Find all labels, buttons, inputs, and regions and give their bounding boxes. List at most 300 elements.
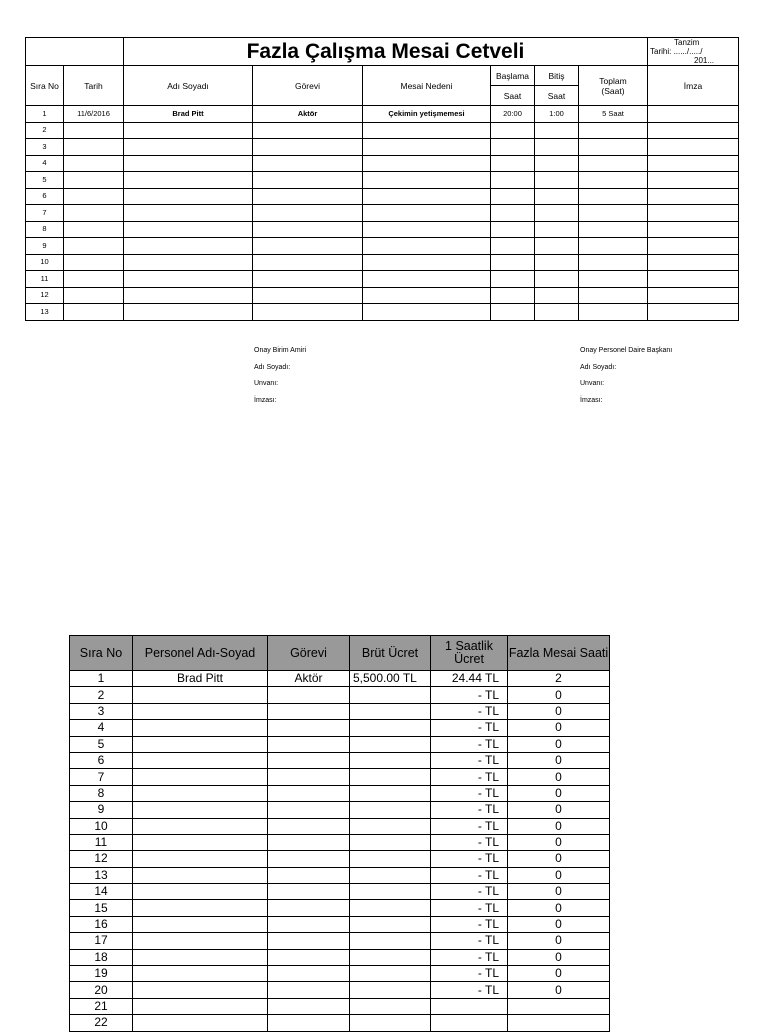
table-row	[70, 966, 610, 982]
cell-sira-no: 13	[26, 304, 64, 321]
cell-bitis	[535, 287, 579, 304]
sig-right-signature-field: İmzası:	[580, 396, 603, 404]
cell-tarih	[64, 304, 124, 321]
pay-cell-brut	[350, 916, 431, 932]
pay-cell-brut	[350, 851, 431, 867]
pay-cell-fazla-mesai: 0	[508, 752, 610, 768]
table-row	[70, 933, 610, 949]
table-row	[70, 867, 610, 883]
pay-cell-personel	[133, 867, 268, 883]
cell-adi-soyadi	[124, 188, 253, 205]
cell-baslama	[491, 122, 535, 139]
pay-cell-brut	[350, 720, 431, 736]
cell-imza	[648, 122, 739, 139]
pay-cell-fazla-mesai: 0	[508, 736, 610, 752]
table-row	[70, 671, 610, 687]
tanzim-label: Tanzim	[674, 38, 700, 47]
cell-toplam	[579, 188, 648, 205]
cell-sira-no: 6	[26, 188, 64, 205]
pay-cell-gorevi	[268, 720, 350, 736]
col-header-tarih: Tarih	[64, 66, 124, 106]
cell-mesai-nedeni	[363, 122, 491, 139]
sig-right-name: Adı Soyadı:	[580, 363, 617, 371]
pay-cell-saatlik: - TL	[431, 720, 508, 736]
col-header-toplam: Toplam (Saat)	[579, 66, 648, 106]
pay-cell-sira-no: 13	[70, 867, 133, 883]
table-row	[26, 205, 739, 222]
cell-mesai-nedeni	[363, 287, 491, 304]
pay-cell-sira-no: 16	[70, 916, 133, 932]
pay-cell-sira-no: 15	[70, 900, 133, 916]
cell-imza	[648, 271, 739, 288]
cell-gorevi	[253, 205, 363, 222]
pay-cell-gorevi	[268, 834, 350, 850]
pay-cell-gorevi	[268, 769, 350, 785]
pay-cell-sira-no: 17	[70, 933, 133, 949]
pay-cell-saatlik	[431, 1015, 508, 1031]
pay-cell-personel	[133, 834, 268, 850]
pay-cell-gorevi	[268, 900, 350, 916]
pay-cell-gorevi	[268, 982, 350, 998]
cell-adi-soyadi	[124, 221, 253, 238]
cell-gorevi	[253, 254, 363, 271]
cell-tarih	[64, 205, 124, 222]
pay-cell-saatlik: - TL	[431, 802, 508, 818]
pay-cell-sira-no: 8	[70, 785, 133, 801]
cell-baslama	[491, 205, 535, 222]
cell-bitis	[535, 254, 579, 271]
sig-right-title: Onay Personel Daire Başkanı	[580, 347, 673, 354]
cell-mesai-nedeni	[363, 271, 491, 288]
cell-adi-soyadi	[124, 139, 253, 156]
cell-imza	[648, 221, 739, 238]
cell-imza	[648, 304, 739, 321]
pay-cell-gorevi	[268, 933, 350, 949]
cell-tarih	[64, 238, 124, 255]
pay-cell-sira-no: 22	[70, 1015, 133, 1031]
table-row	[70, 752, 610, 768]
col-header-imza: İmza	[648, 66, 739, 106]
cell-bitis	[535, 139, 579, 156]
pay-header-personel: Personel Adı-Soyad	[133, 636, 268, 671]
pay-cell-saatlik: - TL	[431, 736, 508, 752]
table-row	[26, 106, 739, 123]
cell-gorevi	[253, 271, 363, 288]
cell-adi-soyadi: Brad Pitt	[124, 106, 253, 123]
col-header-sira-no: Sıra No	[26, 66, 64, 106]
pay-header-sira-no: Sıra No	[70, 636, 133, 671]
cell-bitis: 1:00	[535, 106, 579, 123]
pay-cell-gorevi	[268, 916, 350, 932]
col-header-baslama: Başlama	[491, 66, 535, 86]
pay-cell-brut	[350, 982, 431, 998]
sig-right-title-field: Unvanı:	[580, 380, 605, 387]
pay-cell-personel	[133, 687, 268, 703]
pay-cell-gorevi	[268, 966, 350, 982]
cell-sira-no: 10	[26, 254, 64, 271]
cell-baslama	[491, 254, 535, 271]
cell-sira-no: 1	[26, 106, 64, 123]
pay-cell-brut	[350, 867, 431, 883]
pay-cell-gorevi	[268, 752, 350, 768]
cell-baslama	[491, 188, 535, 205]
pay-header-fazla-mesai: Fazla Mesai Saati	[508, 636, 610, 671]
cell-gorevi	[253, 304, 363, 321]
cell-sira-no: 2	[26, 122, 64, 139]
table-row	[70, 949, 610, 965]
table-row	[70, 900, 610, 916]
pay-cell-saatlik: - TL	[431, 949, 508, 965]
col-header-baslama-saat: Saat	[491, 86, 535, 106]
pay-cell-saatlik: - TL	[431, 687, 508, 703]
cell-mesai-nedeni	[363, 139, 491, 156]
pay-cell-brut	[350, 785, 431, 801]
pay-cell-gorevi	[268, 884, 350, 900]
col-header-adi-soyadi: Adı Soyadı	[124, 66, 253, 106]
pay-cell-sira-no: 14	[70, 884, 133, 900]
pay-cell-gorevi	[268, 1015, 350, 1031]
table-row	[70, 802, 610, 818]
table-row	[70, 834, 610, 850]
cell-imza	[648, 139, 739, 156]
cell-baslama	[491, 155, 535, 172]
pay-cell-personel	[133, 736, 268, 752]
cell-gorevi	[253, 122, 363, 139]
cell-imza	[648, 106, 739, 123]
table-row	[70, 736, 610, 752]
pay-cell-saatlik: - TL	[431, 752, 508, 768]
overtime-schedule-table	[25, 37, 739, 321]
cell-bitis	[535, 238, 579, 255]
cell-sira-no: 11	[26, 271, 64, 288]
pay-cell-gorevi	[268, 802, 350, 818]
pay-cell-sira-no: 3	[70, 703, 133, 719]
cell-bitis	[535, 188, 579, 205]
table-row	[26, 254, 739, 271]
pay-cell-saatlik: - TL	[431, 769, 508, 785]
pay-cell-fazla-mesai: 2	[508, 671, 610, 687]
table-row	[70, 1015, 610, 1031]
cell-adi-soyadi	[124, 122, 253, 139]
pay-cell-sira-no: 7	[70, 769, 133, 785]
pay-cell-fazla-mesai: 0	[508, 916, 610, 932]
cell-toplam	[579, 205, 648, 222]
pay-cell-fazla-mesai	[508, 1015, 610, 1031]
pay-cell-brut: 5,500.00 TL	[350, 671, 431, 687]
cell-imza	[648, 155, 739, 172]
pay-cell-brut	[350, 752, 431, 768]
pay-cell-fazla-mesai: 0	[508, 949, 610, 965]
cell-toplam	[579, 304, 648, 321]
table-row	[70, 720, 610, 736]
pay-cell-brut	[350, 998, 431, 1014]
overtime-pay-table	[69, 635, 610, 1032]
cell-bitis	[535, 221, 579, 238]
pay-cell-personel	[133, 1015, 268, 1031]
table-row	[70, 998, 610, 1014]
cell-adi-soyadi	[124, 238, 253, 255]
pay-cell-sira-no: 9	[70, 802, 133, 818]
cell-baslama	[491, 287, 535, 304]
pay-cell-saatlik: - TL	[431, 966, 508, 982]
table-row	[26, 271, 739, 288]
cell-baslama	[491, 238, 535, 255]
pay-cell-brut	[350, 1015, 431, 1031]
cell-toplam	[579, 139, 648, 156]
table-row	[70, 982, 610, 998]
pay-cell-brut	[350, 884, 431, 900]
tanzim-year-label: 201...	[694, 56, 715, 65]
pay-cell-saatlik: - TL	[431, 867, 508, 883]
col-header-bitis-saat: Saat	[535, 86, 579, 106]
col-header-gorevi: Görevi	[253, 66, 363, 106]
pay-cell-fazla-mesai: 0	[508, 687, 610, 703]
pay-cell-gorevi	[268, 703, 350, 719]
pay-cell-saatlik: - TL	[431, 785, 508, 801]
cell-imza	[648, 254, 739, 271]
tanzim-date-cell	[648, 38, 739, 66]
pay-cell-fazla-mesai: 0	[508, 720, 610, 736]
pay-cell-sira-no: 12	[70, 851, 133, 867]
pay-cell-saatlik: - TL	[431, 982, 508, 998]
cell-gorevi	[253, 238, 363, 255]
pay-cell-saatlik: - TL	[431, 703, 508, 719]
pay-cell-saatlik: - TL	[431, 851, 508, 867]
sig-left-name: Adı Soyadı:	[254, 363, 291, 371]
cell-sira-no: 3	[26, 139, 64, 156]
cell-toplam	[579, 155, 648, 172]
pay-cell-personel: Brad Pitt	[133, 671, 268, 687]
table-row	[70, 703, 610, 719]
tanzim-date-label: Tarihi: ....../...../	[650, 47, 703, 56]
cell-baslama	[491, 304, 535, 321]
cell-bitis	[535, 122, 579, 139]
pay-cell-gorevi	[268, 998, 350, 1014]
sig-left-title: Onay Birim Amiri	[254, 347, 307, 354]
pay-cell-personel	[133, 966, 268, 982]
table-row	[70, 769, 610, 785]
cell-sira-no: 9	[26, 238, 64, 255]
pay-cell-personel	[133, 720, 268, 736]
pay-cell-personel	[133, 818, 268, 834]
cell-tarih	[64, 254, 124, 271]
cell-baslama	[491, 139, 535, 156]
cell-tarih	[64, 155, 124, 172]
table-row	[70, 785, 610, 801]
pay-header-brut: Brüt Ücret	[350, 636, 431, 671]
cell-adi-soyadi	[124, 172, 253, 189]
cell-mesai-nedeni	[363, 304, 491, 321]
cell-baslama	[491, 172, 535, 189]
pay-cell-fazla-mesai: 0	[508, 884, 610, 900]
cell-mesai-nedeni	[363, 205, 491, 222]
cell-tarih	[64, 271, 124, 288]
pay-cell-sira-no: 1	[70, 671, 133, 687]
pay-cell-saatlik: - TL	[431, 834, 508, 850]
sig-left-signature-field: İmzası:	[254, 396, 277, 404]
pay-cell-brut	[350, 818, 431, 834]
pay-cell-sira-no: 2	[70, 687, 133, 703]
pay-cell-personel	[133, 802, 268, 818]
table-row	[70, 884, 610, 900]
pay-cell-fazla-mesai	[508, 998, 610, 1014]
cell-tarih	[64, 139, 124, 156]
cell-toplam	[579, 221, 648, 238]
cell-mesai-nedeni: Çekimin yetişmemesi	[363, 106, 491, 123]
pay-cell-brut	[350, 687, 431, 703]
cell-imza	[648, 287, 739, 304]
pay-cell-fazla-mesai: 0	[508, 851, 610, 867]
pay-cell-fazla-mesai: 0	[508, 769, 610, 785]
cell-adi-soyadi	[124, 271, 253, 288]
cell-gorevi	[253, 188, 363, 205]
pay-cell-saatlik: - TL	[431, 818, 508, 834]
pay-cell-brut	[350, 703, 431, 719]
pay-cell-gorevi	[268, 785, 350, 801]
pay-cell-fazla-mesai: 0	[508, 966, 610, 982]
cell-mesai-nedeni	[363, 155, 491, 172]
pay-cell-sira-no: 19	[70, 966, 133, 982]
cell-adi-soyadi	[124, 205, 253, 222]
col-header-mesai-nedeni: Mesai Nedeni	[363, 66, 491, 106]
cell-tarih	[64, 287, 124, 304]
cell-bitis	[535, 205, 579, 222]
cell-tarih: 11/6/2016	[64, 106, 124, 123]
table-row	[26, 155, 739, 172]
pay-cell-brut	[350, 900, 431, 916]
pay-header-saatlik: 1 Saatlik Ücret	[431, 636, 508, 671]
table-row	[26, 287, 739, 304]
pay-cell-saatlik: - TL	[431, 916, 508, 932]
pay-cell-sira-no: 5	[70, 736, 133, 752]
table-row	[70, 687, 610, 703]
pay-cell-saatlik: - TL	[431, 900, 508, 916]
pay-cell-personel	[133, 851, 268, 867]
pay-cell-personel	[133, 998, 268, 1014]
pay-cell-personel	[133, 703, 268, 719]
pay-cell-personel	[133, 900, 268, 916]
pay-cell-saatlik: - TL	[431, 884, 508, 900]
pay-cell-brut	[350, 834, 431, 850]
cell-imza	[648, 188, 739, 205]
pay-cell-fazla-mesai: 0	[508, 818, 610, 834]
sig-left-title-field: Unvanı:	[254, 380, 279, 387]
pay-cell-fazla-mesai: 0	[508, 982, 610, 998]
cell-adi-soyadi	[124, 254, 253, 271]
pay-cell-fazla-mesai: 0	[508, 834, 610, 850]
title-blank-cell	[26, 38, 124, 66]
table-row	[70, 916, 610, 932]
table-row	[70, 818, 610, 834]
cell-mesai-nedeni	[363, 221, 491, 238]
cell-imza	[648, 172, 739, 189]
col-header-bitis: Bitiş	[535, 66, 579, 86]
pay-cell-personel	[133, 752, 268, 768]
table-row	[26, 221, 739, 238]
pay-cell-personel	[133, 769, 268, 785]
pay-cell-saatlik: - TL	[431, 933, 508, 949]
pay-cell-personel	[133, 933, 268, 949]
cell-toplam: 5 Saat	[579, 106, 648, 123]
pay-cell-sira-no: 6	[70, 752, 133, 768]
cell-gorevi	[253, 172, 363, 189]
pay-cell-personel	[133, 884, 268, 900]
cell-toplam	[579, 271, 648, 288]
pay-cell-sira-no: 11	[70, 834, 133, 850]
cell-sira-no: 5	[26, 172, 64, 189]
cell-mesai-nedeni	[363, 238, 491, 255]
pay-cell-brut	[350, 933, 431, 949]
table-row	[26, 188, 739, 205]
cell-imza	[648, 238, 739, 255]
pay-cell-gorevi	[268, 687, 350, 703]
pay-cell-personel	[133, 949, 268, 965]
pay-cell-personel	[133, 982, 268, 998]
cell-adi-soyadi	[124, 304, 253, 321]
cell-gorevi	[253, 139, 363, 156]
cell-toplam	[579, 172, 648, 189]
pay-cell-brut	[350, 736, 431, 752]
cell-bitis	[535, 155, 579, 172]
cell-gorevi	[253, 155, 363, 172]
cell-gorevi	[253, 287, 363, 304]
cell-sira-no: 7	[26, 205, 64, 222]
cell-sira-no: 12	[26, 287, 64, 304]
cell-baslama	[491, 271, 535, 288]
pay-cell-gorevi	[268, 818, 350, 834]
pay-cell-personel	[133, 785, 268, 801]
pay-cell-saatlik: 24.44 TL	[431, 671, 508, 687]
pay-cell-saatlik	[431, 998, 508, 1014]
pay-cell-fazla-mesai: 0	[508, 900, 610, 916]
pay-cell-brut	[350, 949, 431, 965]
pay-cell-gorevi	[268, 851, 350, 867]
pay-header-gorevi: Görevi	[268, 636, 350, 671]
pay-cell-gorevi: Aktör	[268, 671, 350, 687]
form-title: Fazla Çalışma Mesai Cetveli	[124, 38, 648, 66]
pay-cell-brut	[350, 802, 431, 818]
cell-mesai-nedeni	[363, 254, 491, 271]
cell-adi-soyadi	[124, 155, 253, 172]
cell-mesai-nedeni	[363, 188, 491, 205]
pay-cell-fazla-mesai: 0	[508, 867, 610, 883]
pay-cell-brut	[350, 966, 431, 982]
cell-toplam	[579, 254, 648, 271]
cell-tarih	[64, 221, 124, 238]
cell-toplam	[579, 122, 648, 139]
pay-cell-fazla-mesai: 0	[508, 802, 610, 818]
cell-baslama	[491, 221, 535, 238]
cell-imza	[648, 205, 739, 222]
cell-sira-no: 8	[26, 221, 64, 238]
pay-cell-sira-no: 20	[70, 982, 133, 998]
pay-cell-gorevi	[268, 867, 350, 883]
cell-bitis	[535, 271, 579, 288]
cell-bitis	[535, 304, 579, 321]
table-row	[26, 304, 739, 321]
pay-cell-gorevi	[268, 949, 350, 965]
pay-cell-sira-no: 10	[70, 818, 133, 834]
cell-gorevi	[253, 221, 363, 238]
pay-cell-personel	[133, 916, 268, 932]
signature-block-unit-head	[254, 343, 306, 409]
cell-tarih	[64, 188, 124, 205]
pay-cell-fazla-mesai: 0	[508, 785, 610, 801]
cell-mesai-nedeni	[363, 172, 491, 189]
pay-cell-gorevi	[268, 736, 350, 752]
cell-sira-no: 4	[26, 155, 64, 172]
pay-cell-brut	[350, 769, 431, 785]
